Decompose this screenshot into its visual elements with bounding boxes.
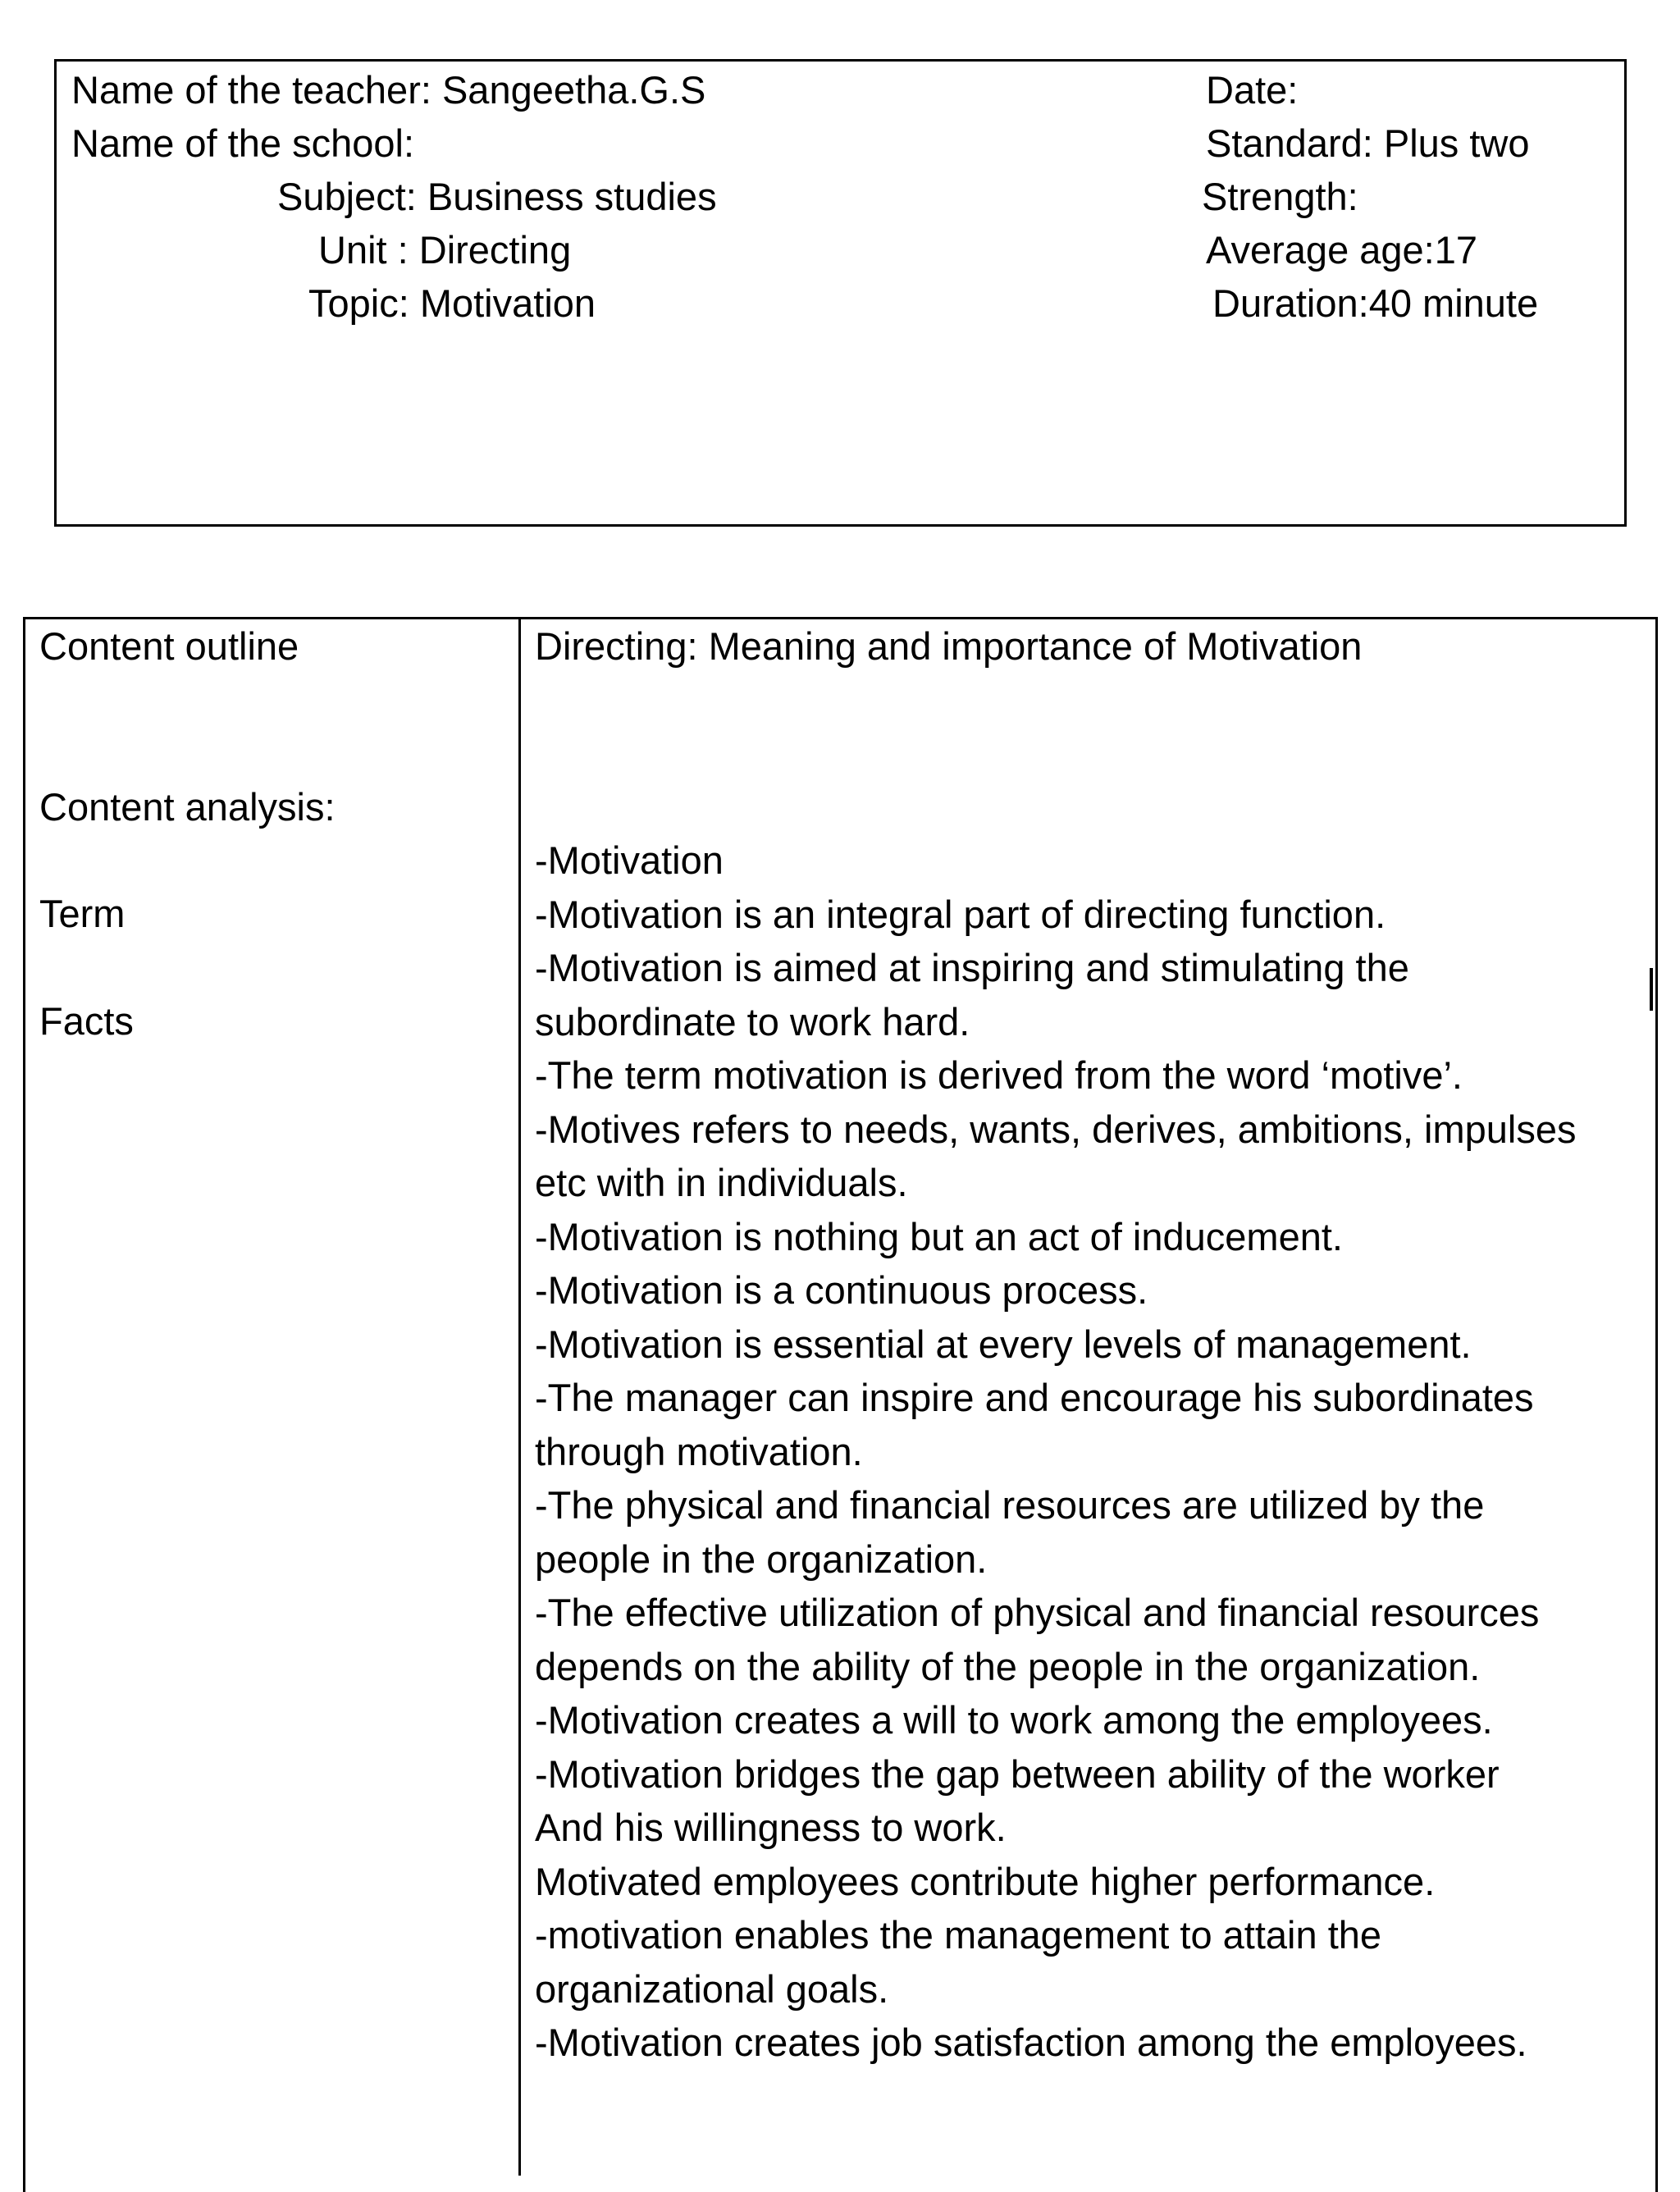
topic: Topic: Motivation <box>308 281 596 325</box>
standard: Standard: Plus two <box>1206 121 1530 165</box>
content-line: depends on the ability of the people in the organization. <box>535 1644 1481 1688</box>
content-line: through motivation. <box>535 1429 863 1473</box>
content-line: -Motivation is an integral part of directing function. <box>535 892 1386 936</box>
teacher-name: Name of the teacher: Sangeetha.G.S <box>71 68 706 112</box>
content-line: -The term motivation is derived from the word ‘motive’. <box>535 1053 1463 1097</box>
subject: Subject: Business studies <box>277 175 717 218</box>
content-line: -Motivation bridges the gap between ability of the worker <box>535 1751 1500 1796</box>
content-outline-value: Directing: Meaning and importance of Motivation <box>535 624 1363 668</box>
school-name: Name of the school: <box>71 121 414 165</box>
term-label: Term <box>39 892 126 935</box>
content-line: -Motives refers to needs, wants, derives, ambitions, impulses <box>535 1107 1577 1151</box>
content-line: -The physical and financial resources are utilized by the <box>535 1483 1485 1527</box>
content-line: -Motivation is aimed at inspiring and stimulating the <box>535 946 1409 989</box>
duration: Duration:40 minute <box>1212 281 1539 325</box>
content-line: -Motivation is nothing but an act of inducement. <box>535 1214 1343 1258</box>
content-line: -Motivation <box>535 838 724 882</box>
content-line: -The effective utilization of physical and financial resources <box>535 1591 1540 1634</box>
content-line: people in the organization. <box>535 1537 988 1581</box>
content-line: -Motivation creates a will to work among the employees. <box>535 1698 1493 1742</box>
content-analysis-label: Content analysis: <box>39 785 336 829</box>
column-divider <box>518 617 521 2176</box>
content-line: -Motivation creates job satisfaction among the employees. <box>535 2021 1527 2064</box>
facts-label: Facts <box>39 999 134 1043</box>
content-line: Motivated employees contribute higher performance. <box>535 1859 1436 1903</box>
content-outline-label: Content outline <box>39 624 299 668</box>
content-line: etc with in individuals. <box>535 1161 908 1204</box>
content-line: -The manager can inspire and encourage his subordinates <box>535 1376 1534 1419</box>
content-line: -Motivation is essential at every levels of management. <box>535 1322 1472 1366</box>
content-line: And his willingness to work. <box>535 1806 1007 1849</box>
strength: Strength: <box>1202 175 1358 218</box>
content-analysis-text <box>535 833 1634 2070</box>
average-age: Average age:17 <box>1206 228 1478 272</box>
unit: Unit : Directing <box>318 228 572 272</box>
content-line: -Motivation is a continuous process. <box>535 1268 1148 1312</box>
content-line: -motivation enables the management to attain the <box>535 1913 1382 1957</box>
content-line: subordinate to work hard. <box>535 999 970 1043</box>
margin-mark <box>1650 968 1653 1011</box>
content-line: organizational goals. <box>535 1966 889 2011</box>
date: Date: <box>1206 68 1299 112</box>
